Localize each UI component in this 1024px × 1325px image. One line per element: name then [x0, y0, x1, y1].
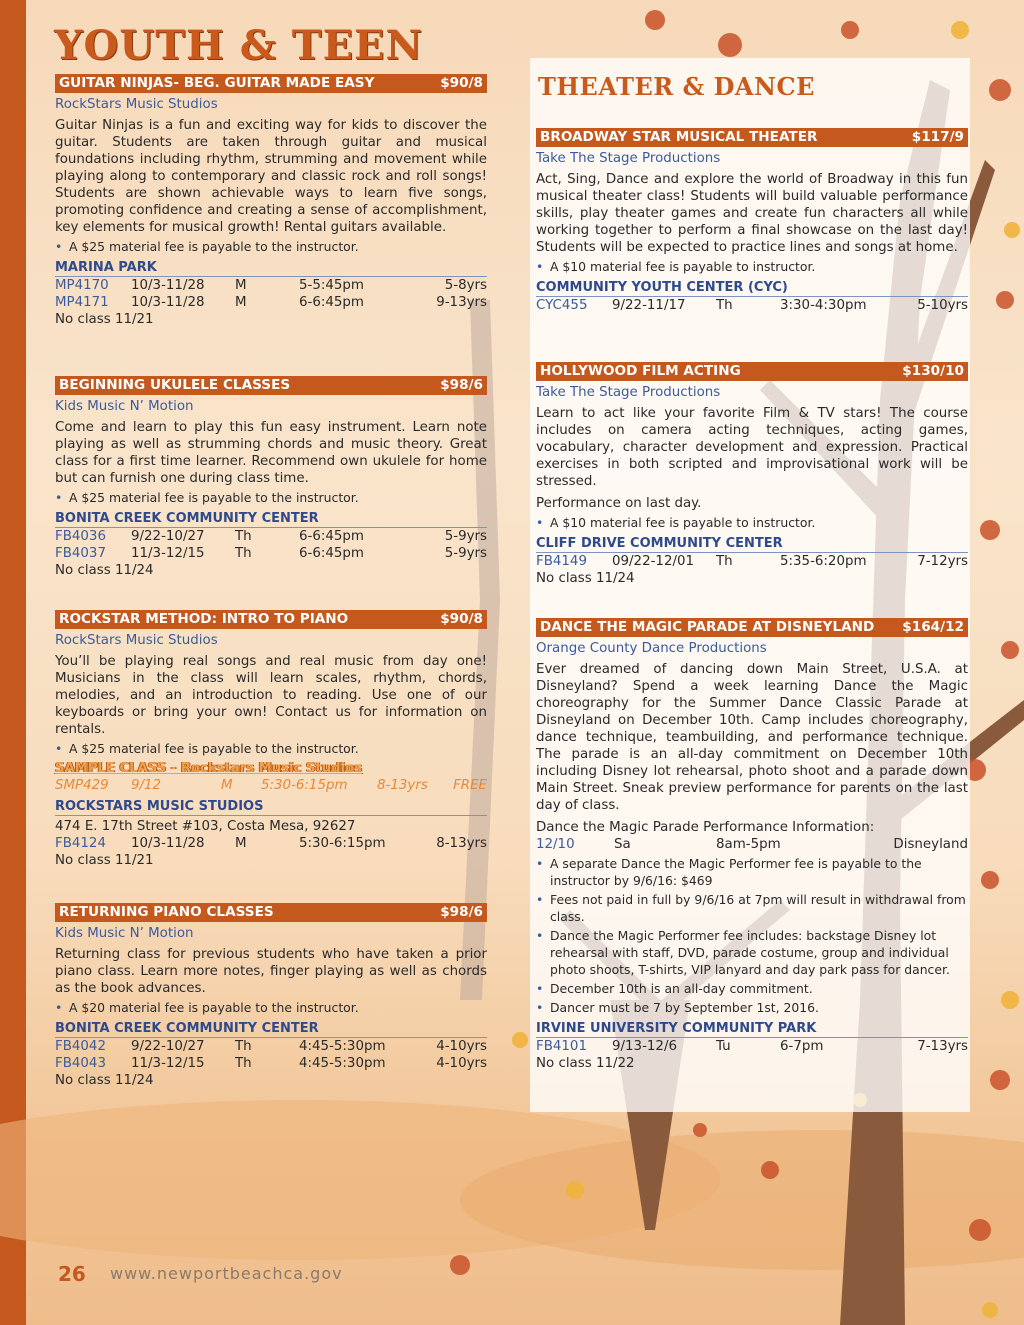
class-title: GUITAR NINJAS- BEG. GUITAR MADE EASY: [59, 75, 375, 91]
class-description: Come and learn to play this fun easy instrument. Learn note playing as well as strumming chords and music theory. Great class for a first time learner. Recommend own ukulele for home but can furnish one during class time.: [55, 420, 487, 486]
course-code[interactable]: MP4170: [55, 278, 109, 293]
time: 6-6:45pm: [299, 295, 364, 310]
no-class-note: No class 11/21: [55, 853, 154, 868]
class-title: HOLLYWOOD FILM ACTING: [540, 363, 741, 379]
class-description: Learn to act like your favorite Film & TV stars! The course includes on camera acting techniques, acting games, vocabulary, character development and expression. Practical exercises in both scripted and improvisational work will be stressed.: [536, 406, 968, 489]
class-guitar-ninjas: [55, 74, 487, 328]
perf-time: 8am-5pm: [716, 837, 781, 852]
class-price: $164/12: [902, 619, 964, 635]
performance-row: [536, 836, 968, 853]
no-class-note: No class 11/24: [55, 1073, 154, 1088]
dates: 9/12: [131, 778, 162, 793]
class-title: BROADWAY STAR MUSICAL THEATER: [540, 129, 818, 145]
class-title: BEGINNING UKULELE CLASSES: [59, 377, 291, 393]
class-title: ROCKSTAR METHOD: INTRO TO PIANO: [59, 611, 349, 627]
no-class-note: No class 11/22: [536, 1056, 635, 1071]
time: 3:30-4:30pm: [780, 298, 867, 313]
dates: 11/3-12/15: [131, 546, 205, 561]
bullet-text: December 10th is an all-day commitment.: [550, 981, 813, 996]
dates: 10/3-11/28: [131, 836, 205, 851]
time: 5:30-6:15pm: [261, 778, 348, 793]
schedule-row: [55, 528, 487, 545]
no-class-note: No class 11/24: [536, 571, 635, 586]
sample-schedule-row: [55, 777, 487, 794]
bullet-text: A $25 material fee is payable to the instructor.: [69, 741, 359, 756]
time: 5:30-6:15pm: [299, 836, 386, 851]
schedule-row: [55, 1038, 487, 1055]
bullet-icon: •: [536, 259, 544, 274]
bullet-text: A $10 material fee is payable to instructor.: [550, 515, 816, 530]
bullet-icon: •: [55, 741, 63, 756]
location-heading: ROCKSTARS MUSIC STUDIOS: [55, 799, 487, 816]
day: Th: [235, 1056, 252, 1071]
ages: 5-9yrs: [444, 546, 487, 561]
fee-bullet: [55, 740, 487, 757]
dates: 10/3-11/28: [131, 278, 205, 293]
class-dance-the-magic-parade: [536, 618, 968, 1072]
bullet-icon: •: [536, 515, 544, 530]
location-heading: BONITA CREEK COMMUNITY CENTER: [55, 1021, 487, 1038]
ages: 8-13yrs: [436, 836, 487, 851]
schedule-row: [536, 553, 968, 570]
bullet-text: Dancer must be 7 by September 1st, 2016.: [550, 1000, 819, 1015]
class-header: [55, 903, 487, 922]
day: M: [235, 278, 247, 293]
class-description: Ever dreamed of dancing down Main Street, U.S.A. at Disneyland? Spend a week learning Dance the Magic choreography for the Summer Dance Classic Parade at Disneyland on December 10th. Camp includes choreography, dance technique, teambuilding, and performance technique. The parade is an all-day commitment on December 10th including Disney lot rehearsal, photo shoot and a parade down Main Street. Sneak preview performance for parents on the last day of class.: [536, 662, 968, 813]
course-code[interactable]: FB4124: [55, 836, 106, 851]
class-header: [55, 376, 487, 395]
day: M: [221, 778, 233, 793]
ages: 5-10yrs: [917, 298, 968, 313]
time: 6-6:45pm: [299, 529, 364, 544]
dates: 11/3-12/15: [131, 1056, 205, 1071]
day: Th: [235, 1039, 252, 1054]
location-heading: IRVINE UNIVERSITY COMMUNITY PARK: [536, 1021, 968, 1038]
class-price: $90/8: [440, 75, 483, 91]
ages: 4-10yrs: [436, 1039, 487, 1054]
course-code[interactable]: FB4101: [536, 1039, 587, 1054]
class-price: $117/9: [911, 129, 964, 145]
class-provider: RockStars Music Studios: [55, 633, 218, 648]
fee-bullet: [536, 514, 968, 531]
class-header: [55, 610, 487, 629]
location-heading: BONITA CREEK COMMUNITY CENTER: [55, 511, 487, 528]
performance-note: Performance on last day.: [536, 496, 702, 511]
day: Th: [716, 298, 733, 313]
class-hollywood-film-acting: [536, 362, 968, 587]
schedule-row: [536, 297, 968, 314]
fee-bullet: [536, 258, 968, 275]
ages: 5-9yrs: [444, 529, 487, 544]
ages: 7-13yrs: [917, 1039, 968, 1054]
day: M: [235, 836, 247, 851]
location-heading: CLIFF DRIVE COMMUNITY CENTER: [536, 536, 968, 553]
course-code[interactable]: FB4036: [55, 529, 106, 544]
location-address: 474 E. 17th Street #103, Costa Mesa, 92627: [55, 819, 356, 834]
perf-day: Sa: [614, 837, 631, 852]
ages: 8-13yrs: [377, 778, 428, 793]
class-price: $130/10: [902, 363, 964, 379]
day: Th: [235, 546, 252, 561]
course-code[interactable]: FB4149: [536, 554, 587, 569]
schedule-row: [55, 294, 487, 311]
course-code[interactable]: MP4171: [55, 295, 109, 310]
bullet-icon: •: [536, 856, 544, 871]
sample-class-heading: SAMPLE CLASS - Rockstars Music Studios: [55, 761, 362, 776]
info-bullet: [536, 891, 968, 925]
class-provider: Take The Stage Productions: [536, 151, 721, 166]
class-beginning-ukulele: [55, 376, 487, 579]
bullet-icon: •: [536, 981, 544, 996]
price-free: FREE: [453, 778, 487, 793]
schedule-row: [536, 1038, 968, 1055]
info-bullet: [536, 855, 968, 889]
ages: 4-10yrs: [436, 1056, 487, 1071]
course-code[interactable]: FB4037: [55, 546, 106, 561]
no-class-note: No class 11/24: [55, 563, 154, 578]
location-heading: MARINA PARK: [55, 260, 487, 277]
class-description: Returning class for previous students who have taken a prior piano class. Learn more notes, finger playing as well as chords as the book advances.: [55, 947, 487, 996]
day: Th: [235, 529, 252, 544]
dates: 09/22-12/01: [612, 554, 695, 569]
dates: 9/22-10/27: [131, 1039, 205, 1054]
class-description: Guitar Ninjas is a fun and exciting way for kids to discover the guitar. Students are taken through guitar and musical foundations including rhythm, strumming and movement while playing along to contemporary and classic rock and roll songs! Students are shown achievable ways to learn five songs, promoting confidence and creating a sense of accomplishment, key elements for musical growth! Rental guitars available.: [55, 118, 487, 235]
bullet-icon: •: [536, 928, 544, 943]
dates: 9/22-11/17: [612, 298, 686, 313]
class-header: [536, 618, 968, 637]
time: 5:35-6:20pm: [780, 554, 867, 569]
page-number: 26: [58, 1262, 86, 1286]
class-title: RETURNING PIANO CLASSES: [59, 904, 274, 920]
fee-bullet: [55, 238, 487, 255]
bullet-icon: •: [536, 892, 544, 907]
course-code[interactable]: FB4042: [55, 1039, 106, 1054]
bullet-text: A separate Dance the Magic Performer fee is payable to the instructor by 9/6/16: $469: [550, 856, 922, 888]
class-provider: Kids Music N’ Motion: [55, 399, 194, 414]
dates: 9/13-12/6: [612, 1039, 677, 1054]
website-link[interactable]: www.newportbeachca.gov: [110, 1264, 343, 1283]
time: 6-6:45pm: [299, 546, 364, 561]
class-broadway-star: [536, 128, 968, 314]
class-price: $90/8: [440, 611, 483, 627]
class-provider: Take The Stage Productions: [536, 385, 721, 400]
class-price: $98/6: [440, 904, 483, 920]
bullet-icon: •: [55, 1000, 63, 1015]
class-description: You’ll be playing real songs and real music from day one! Musicians in the class will learn scales, rhythm, chords, melodies, and an introduction to reading. Use one of our keyboards or bring your own! Contact us for information on rentals.: [55, 654, 487, 737]
day: Th: [716, 554, 733, 569]
time: 4:45-5:30pm: [299, 1039, 386, 1054]
fee-bullet: [55, 489, 487, 506]
class-header: [536, 362, 968, 381]
bullet-icon: •: [536, 1000, 544, 1015]
info-bullet: [536, 927, 968, 978]
time: 6-7pm: [780, 1039, 824, 1054]
bullet-text: A $20 material fee is payable to the instructor.: [69, 1000, 359, 1015]
bullet-icon: •: [55, 239, 63, 254]
ages: 9-13yrs: [436, 295, 487, 310]
day: Tu: [716, 1039, 731, 1054]
bullet-text: A $25 material fee is payable to the instructor.: [69, 490, 359, 505]
section-title: YOUTH & TEEN: [54, 22, 424, 69]
bullet-text: A $25 material fee is payable to the instructor.: [69, 239, 359, 254]
day: M: [235, 295, 247, 310]
course-code[interactable]: CYC455: [536, 298, 588, 313]
bullet-text: A $10 material fee is payable to instructor.: [550, 259, 816, 274]
bullet-text: Fees not paid in full by 9/6/16 at 7pm will result in withdrawal from class.: [550, 892, 966, 924]
bullet-icon: •: [55, 490, 63, 505]
class-price: $98/6: [440, 377, 483, 393]
class-description: Act, Sing, Dance and explore the world of Broadway in this fun musical theater class! Students will build valuable performance skills, play theater games and create fun characters all while working together to perform a final showcase on the last day! Students will be expected to practice lines and songs at home.: [536, 172, 968, 255]
ages: 7-12yrs: [917, 554, 968, 569]
bullet-text: Dance the Magic Performer fee includes: backstage Disney lot rehearsal with staff, DVD, parade costume, group and individual photo shoots, T-shirts, VIP lanyard and day park pass for dancer.: [550, 928, 950, 977]
class-title: DANCE THE MAGIC PARADE AT DISNEYLAND: [540, 619, 875, 635]
perf-date: 12/10: [536, 837, 575, 852]
fee-bullet: [55, 999, 487, 1016]
course-code[interactable]: FB4043: [55, 1056, 106, 1071]
schedule-row: [55, 835, 487, 852]
class-header: [55, 74, 487, 93]
theater-dance-title: THEATER & DANCE: [538, 72, 815, 101]
time: 4:45-5:30pm: [299, 1056, 386, 1071]
class-rockstar-piano: [55, 610, 487, 869]
course-code[interactable]: SMP429: [55, 778, 109, 793]
performance-info-label: Dance the Magic Parade Performance Information:: [536, 820, 875, 835]
perf-place: Disneyland: [893, 837, 968, 852]
ages: 5-8yrs: [444, 278, 487, 293]
schedule-row: [55, 1055, 487, 1072]
time: 5-5:45pm: [299, 278, 364, 293]
class-header: [536, 128, 968, 147]
no-class-note: No class 11/21: [55, 312, 154, 327]
dates: 10/3-11/28: [131, 295, 205, 310]
schedule-row: [55, 277, 487, 294]
info-bullet: [536, 980, 968, 997]
class-provider: Orange County Dance Productions: [536, 641, 767, 656]
location-heading: COMMUNITY YOUTH CENTER (CYC): [536, 280, 968, 297]
schedule-row: [55, 545, 487, 562]
class-provider: RockStars Music Studios: [55, 97, 218, 112]
class-provider: Kids Music N’ Motion: [55, 926, 194, 941]
dates: 9/22-10/27: [131, 529, 205, 544]
class-returning-piano: [55, 903, 487, 1089]
info-bullet: [536, 999, 968, 1016]
